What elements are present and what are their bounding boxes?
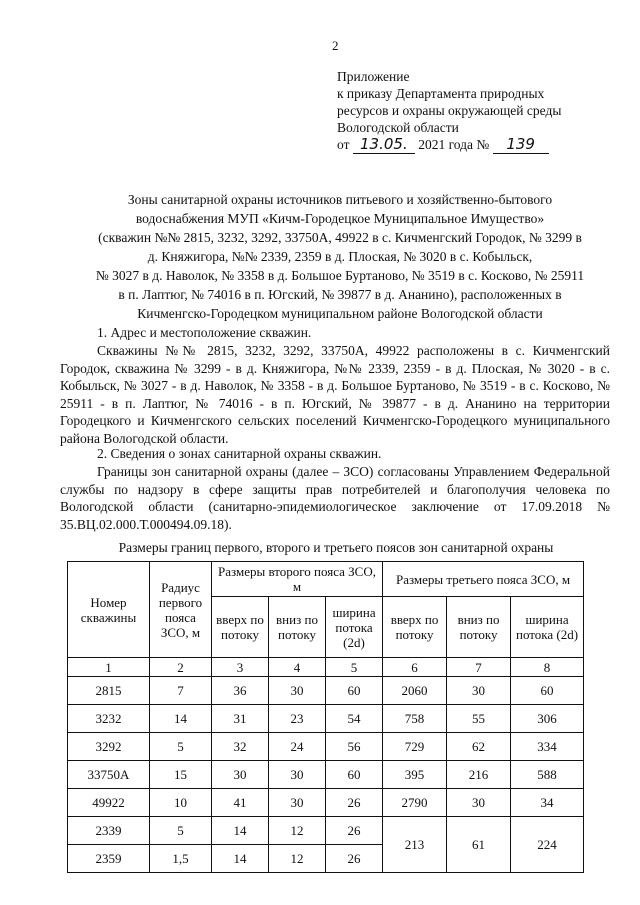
title-line: № 3027 в д. Наволок, № 3358 в д. Большое Буртаново, № 3519 в с. Косково, № 25911 <box>95 268 585 283</box>
header-radius: Радиус первого пояса ЗСО, м <box>150 562 212 658</box>
table-cell: 23 <box>269 705 326 733</box>
section-2-text: Границы зон санитарной охраны (далее – ЗСО) согласованы Управлением Федеральной службы по надзору в сфере защиты прав потребителей и благополучия человека по Вологодской области (санитарно-эпидемиологическое заключение от 17.09.2018 № 35.ВЦ.02.000.Т.000494.09.18). <box>60 464 610 532</box>
table-cell: 62 <box>447 733 511 761</box>
section-2-heading: 2. Сведения о зонах санитарной охраны скважин. <box>97 446 382 461</box>
appendix-line: к приказу Департамента природных <box>337 86 545 101</box>
appendix-line: Вологодской области <box>337 120 459 135</box>
table-cell: 306 <box>511 705 584 733</box>
table-cell: 14 <box>212 845 269 873</box>
table-cell: 26 <box>326 789 383 817</box>
title-line: водоснабжения МУП «Кичм-Городецкое Муниципальное Имущество» <box>135 211 545 226</box>
appendix-line: ресурсов и охраны окружающей среды <box>337 103 562 118</box>
table-row <box>68 817 584 845</box>
table-cell: 5 <box>150 817 212 845</box>
table-cell: 30 <box>269 789 326 817</box>
table-cell: 2815 <box>68 677 150 705</box>
table-cell: 60 <box>326 677 383 705</box>
table-cell: 30 <box>269 761 326 789</box>
handwritten-date: 13.05. <box>353 136 415 154</box>
table-cell: 216 <box>447 761 511 789</box>
table-cell: 10 <box>150 789 212 817</box>
table-cell: 56 <box>326 733 383 761</box>
year-text: 2021 года № <box>418 137 490 152</box>
title-line: д. Княжигора, №№ 2339, 2359 в д. Плоская, № 3020 в с. Кобыльск, <box>147 249 533 264</box>
table-row <box>68 733 584 761</box>
header-downstream: вниз по потоку <box>447 597 511 658</box>
table-cell: 7 <box>150 677 212 705</box>
header-well-number: Номер скважины <box>68 562 150 658</box>
table-row <box>68 789 584 817</box>
title-line: Зоны санитарной охраны источников питьевого и хозяйственно-бытового <box>127 192 553 207</box>
table-cell: 12 <box>269 817 326 845</box>
table-cell: 14 <box>150 705 212 733</box>
header-flow-width: ширина потока (2d) <box>326 597 383 658</box>
table-row <box>68 705 584 733</box>
table-cell: 12 <box>269 845 326 873</box>
table-row <box>68 677 584 705</box>
table-cell: 31 <box>212 705 269 733</box>
table-cell: 30 <box>269 677 326 705</box>
table-cell: 36 <box>212 677 269 705</box>
table-caption: Размеры границ первого, второго и третьего поясов зон санитарной охраны <box>118 540 554 555</box>
table-cell: 395 <box>383 761 447 789</box>
merged-cell: 224 <box>511 817 584 873</box>
table-cell: 15 <box>150 761 212 789</box>
table-cell: 2790 <box>383 789 447 817</box>
table-cell: 758 <box>383 705 447 733</box>
handwritten-number: 139 <box>493 136 549 154</box>
table-cell: 41 <box>212 789 269 817</box>
zones-table <box>67 561 584 873</box>
title-line: Кичменгско-Городецком муниципальном районе Вологодской области <box>137 306 543 321</box>
header-upstream: вверх по потоку <box>383 597 447 658</box>
column-number: 7 <box>447 658 511 677</box>
merged-cell: 61 <box>447 817 511 873</box>
title-line: в п. Лаптюг, № 74016 в п. Югский, № 39877 в д. Ананино), расположенных в <box>118 287 562 302</box>
page-number: 2 <box>332 38 339 53</box>
section-1-heading: 1. Адрес и местоположение скважин. <box>97 325 312 340</box>
table-cell: 30 <box>212 761 269 789</box>
table-cell: 3292 <box>68 733 150 761</box>
column-number: 3 <box>212 658 269 677</box>
table-cell: 24 <box>269 733 326 761</box>
table-cell: 2359 <box>68 845 150 873</box>
title-line: (скважин №№ 2815, 3232, 3292, 33750А, 49922 в с. Кичменгский Городок, № 3299 в <box>98 230 582 245</box>
order-date-line <box>337 136 561 154</box>
appendix-header <box>337 68 561 154</box>
table-cell: 334 <box>511 733 584 761</box>
table-cell: 2060 <box>383 677 447 705</box>
column-number: 6 <box>383 658 447 677</box>
table-cell: 32 <box>212 733 269 761</box>
column-number: 2 <box>150 658 212 677</box>
table-cell: 14 <box>212 817 269 845</box>
column-number: 8 <box>511 658 584 677</box>
header-downstream: вниз по потоку <box>269 597 326 658</box>
section-1-text: Скважины №№ 2815, 3232, 3292, 33750А, 49922 расположены в с. Кичменгский Городок, скважина № 3299 - в д. Княжигора, №№ 2339, 2359 - в д. Плоская, № 3020 - в с. Кобыльск, № 3027 - в д. Наволок, № 3358 - в д. Большое Буртаново, № 3519 - в с. Косково, № 25911 - в п. Лаптюг, № 74016 - в п. Югский, № 39877 - в д. Ананино на территории Городецкого и Кичменгского сельских поселений Кичменгско-Городецкого муниципального района Вологодской области. <box>60 343 610 446</box>
column-number: 5 <box>326 658 383 677</box>
header-zone-2: Размеры второго пояса ЗСО, м <box>212 562 383 597</box>
table-cell: 34 <box>511 789 584 817</box>
document-title <box>60 190 620 323</box>
from-label: от <box>337 137 350 152</box>
table-cell: 55 <box>447 705 511 733</box>
table-cell: 2339 <box>68 817 150 845</box>
column-number-row <box>68 658 584 677</box>
table-cell: 60 <box>511 677 584 705</box>
table-cell: 588 <box>511 761 584 789</box>
column-number: 1 <box>68 658 150 677</box>
table-cell: 54 <box>326 705 383 733</box>
header-zone-3: Размеры третьего пояса ЗСО, м <box>383 562 584 597</box>
table-cell: 49922 <box>68 789 150 817</box>
table-cell: 729 <box>383 733 447 761</box>
table-row <box>68 761 584 789</box>
table-cell: 30 <box>447 789 511 817</box>
column-number: 4 <box>269 658 326 677</box>
table-cell: 3232 <box>68 705 150 733</box>
table-cell: 26 <box>326 845 383 873</box>
table-cell: 30 <box>447 677 511 705</box>
header-upstream: вверх по потоку <box>212 597 269 658</box>
table-cell: 33750А <box>68 761 150 789</box>
merged-cell: 213 <box>383 817 447 873</box>
table-cell: 5 <box>150 733 212 761</box>
table-cell: 1,5 <box>150 845 212 873</box>
appendix-line: Приложение <box>337 69 410 84</box>
table-cell: 26 <box>326 817 383 845</box>
header-flow-width: ширина потока (2d) <box>511 597 584 658</box>
table-cell: 60 <box>326 761 383 789</box>
